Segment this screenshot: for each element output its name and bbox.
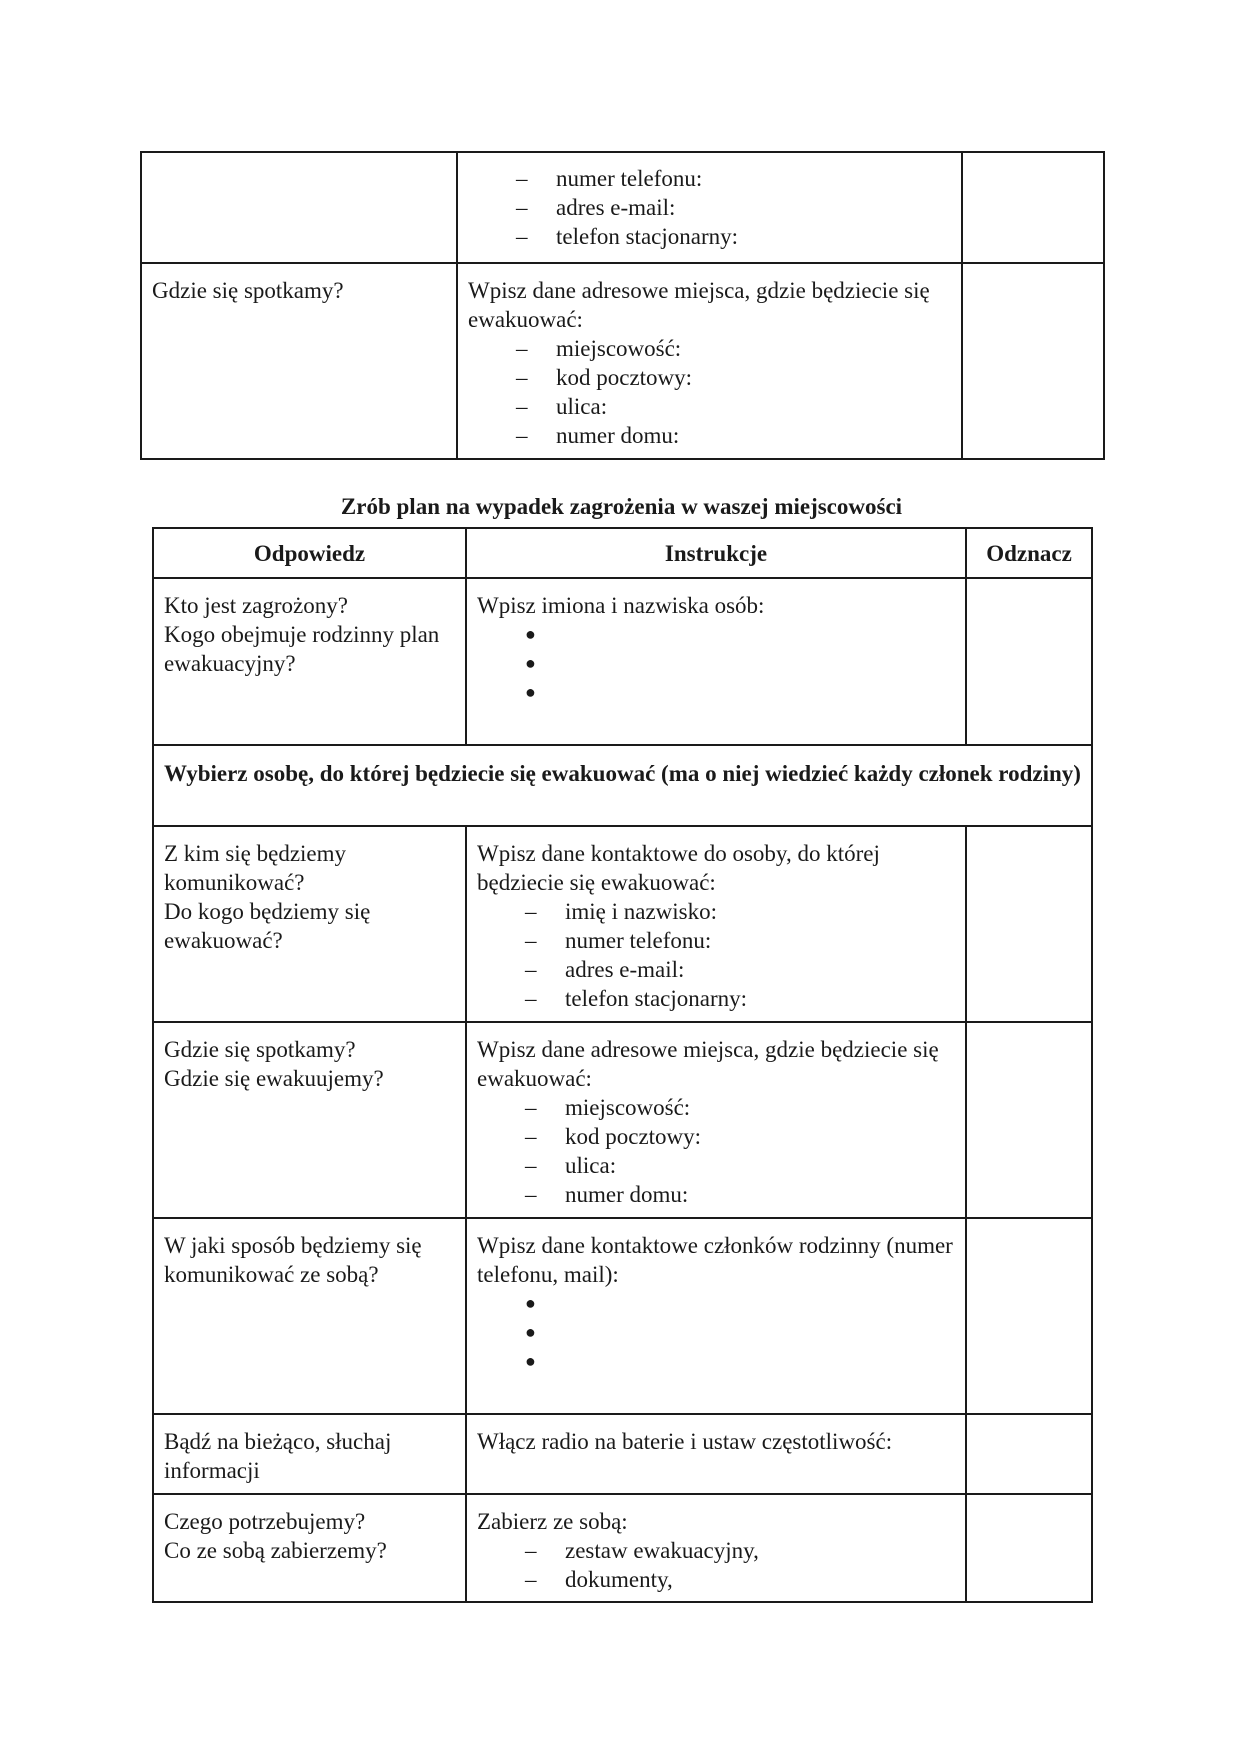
table-row bbox=[153, 1218, 1092, 1414]
section-title: Zrób plan na wypadek zagrożenia w waszej miejscowości bbox=[340, 494, 903, 519]
header-row bbox=[153, 528, 1092, 578]
dash-list bbox=[468, 164, 951, 251]
bullet-list bbox=[477, 1289, 955, 1376]
list-item: – numer telefonu: bbox=[525, 926, 955, 955]
list-item: – telefon stacjonarny: bbox=[525, 984, 955, 1013]
instruction-cell bbox=[466, 1218, 966, 1414]
answer-line: W jaki sposób będziemy się komunikować ze sobą? bbox=[164, 1233, 422, 1287]
instruction-text: Wpisz dane adresowe miejsca, gdzie będziecie się ewakuować: bbox=[468, 278, 930, 332]
table-row bbox=[153, 1494, 1092, 1602]
header-mark: Odznacz bbox=[966, 528, 1092, 578]
mark-cell[interactable] bbox=[966, 1414, 1092, 1494]
list-item: – numer domu: bbox=[525, 1180, 955, 1209]
plan-table bbox=[152, 527, 1093, 1603]
header-answer: Odpowiedz bbox=[153, 528, 466, 578]
answer-cell bbox=[153, 1022, 466, 1218]
list-item bbox=[525, 1347, 955, 1376]
mark-cell[interactable] bbox=[962, 263, 1104, 459]
instruction-cell bbox=[466, 1414, 966, 1494]
list-item: – kod pocztowy: bbox=[525, 1122, 955, 1151]
list-item bbox=[525, 649, 955, 678]
table-row bbox=[153, 578, 1092, 745]
instruction-cell bbox=[466, 1022, 966, 1218]
answer-line: Kogo obejmuje rodzinny plan ewakuacyjny? bbox=[164, 622, 440, 676]
list-item bbox=[525, 1289, 955, 1318]
list-item: – miejscowość: bbox=[525, 1093, 955, 1122]
list-item: – numer domu: bbox=[516, 421, 951, 450]
list-item: – numer telefonu: bbox=[516, 164, 951, 193]
answer-cell bbox=[153, 1218, 466, 1414]
answer-cell bbox=[153, 1494, 466, 1602]
continued-table bbox=[140, 151, 1105, 460]
mark-cell[interactable] bbox=[966, 1494, 1092, 1602]
mark-cell[interactable] bbox=[962, 152, 1104, 263]
answer-line: Co ze sobą zabierzemy? bbox=[164, 1538, 387, 1563]
mark-cell[interactable] bbox=[966, 826, 1092, 1022]
answer-line: Gdzie się spotkamy? bbox=[164, 1037, 356, 1062]
list-item: – adres e-mail: bbox=[516, 193, 951, 222]
dash-list bbox=[477, 1536, 955, 1594]
answer-cell bbox=[153, 1414, 466, 1494]
list-item: – miejscowość: bbox=[516, 334, 951, 363]
list-item: – kod pocztowy: bbox=[516, 363, 951, 392]
dash-list bbox=[477, 1093, 955, 1209]
instruction-cell bbox=[457, 263, 962, 459]
answer-line: Do kogo będziemy się ewakuować? bbox=[164, 899, 371, 953]
answer-line: Gdzie się ewakuujemy? bbox=[164, 1066, 384, 1091]
instruction-text: Wpisz dane adresowe miejsca, gdzie będziecie się ewakuować: bbox=[477, 1037, 939, 1091]
answer-line: Bądź na bieżąco, słuchaj informacji bbox=[164, 1429, 392, 1483]
answer-line: Kto jest zagrożony? bbox=[164, 593, 348, 618]
list-item: – dokumenty, bbox=[525, 1565, 955, 1594]
instruction-cell bbox=[466, 1494, 966, 1602]
instruction-text: Wpisz dane kontaktowe członków rodzinny (numer telefonu, mail): bbox=[477, 1233, 953, 1287]
dash-list bbox=[477, 897, 955, 1013]
bullet-list bbox=[477, 620, 955, 707]
instruction-text: Włącz radio na baterie i ustaw częstotliwość: bbox=[477, 1429, 893, 1454]
list-item bbox=[525, 620, 955, 649]
instruction-cell bbox=[457, 152, 962, 263]
answer-cell bbox=[153, 826, 466, 1022]
list-item: – adres e-mail: bbox=[525, 955, 955, 984]
list-item: – imię i nazwisko: bbox=[525, 897, 955, 926]
answer-line: Czego potrzebujemy? bbox=[164, 1509, 366, 1534]
table-row bbox=[153, 1414, 1092, 1494]
instruction-text: Wpisz imiona i nazwiska osób: bbox=[477, 593, 765, 618]
answer-cell bbox=[153, 578, 466, 745]
list-item bbox=[525, 1318, 955, 1347]
list-item: – zestaw ewakuacyjny, bbox=[525, 1536, 955, 1565]
list-item: – ulica: bbox=[525, 1151, 955, 1180]
mark-cell[interactable] bbox=[966, 1218, 1092, 1414]
section-heading: Wybierz osobę, do której będziecie się ewakuować (ma o niej wiedzieć każdy członek rodziny) bbox=[153, 745, 1092, 826]
instruction-text: Wpisz dane kontaktowe do osoby, do której będziecie się ewakuować: bbox=[477, 841, 880, 895]
instruction-text: Zabierz ze sobą: bbox=[477, 1509, 628, 1534]
table-row bbox=[153, 1022, 1092, 1218]
mark-cell[interactable] bbox=[966, 578, 1092, 745]
section-row bbox=[153, 745, 1092, 826]
list-item: – telefon stacjonarny: bbox=[516, 222, 951, 251]
list-item bbox=[525, 678, 955, 707]
table-row bbox=[141, 263, 1104, 459]
mark-cell[interactable] bbox=[966, 1022, 1092, 1218]
instruction-cell bbox=[466, 826, 966, 1022]
header-instructions: Instrukcje bbox=[466, 528, 966, 578]
answer-cell bbox=[141, 152, 457, 263]
table-row bbox=[153, 826, 1092, 1022]
answer-cell: Gdzie się spotkamy? bbox=[141, 263, 457, 459]
dash-list bbox=[468, 334, 951, 450]
table-row bbox=[141, 152, 1104, 263]
answer-line: Z kim się będziemy komunikować? bbox=[164, 841, 347, 895]
list-item: – ulica: bbox=[516, 392, 951, 421]
instruction-cell bbox=[466, 578, 966, 745]
